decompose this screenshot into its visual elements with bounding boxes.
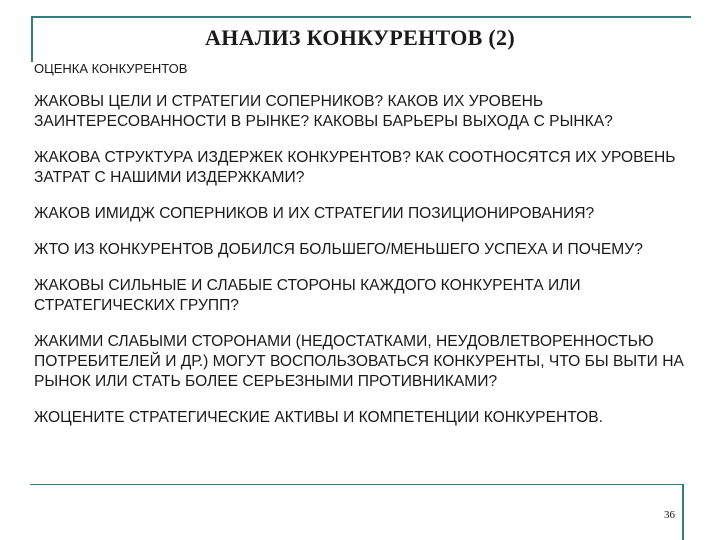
frame-right-line	[682, 484, 684, 540]
frame-top-line	[31, 16, 691, 18]
slide-subtitle: ОЦЕНКА КОНКУРЕНТОВ	[34, 61, 188, 76]
bullet-item-2: ЖАКОВА СТРУКТУРА ИЗДЕРЖЕК КОНКУРЕНТОВ? КАК СООТНОСЯТСЯ ИХ УРОВЕНЬ ЗАТРАТ С НАШИМИ ИЗДЕРЖКАМИ?	[34, 149, 676, 186]
page-number: 36	[664, 509, 675, 521]
slide-title: АНАЛИЗ КОНКУРЕНТОВ (2)	[205, 25, 515, 50]
bullet-item-5: ЖАКОВЫ СИЛЬНЫЕ И СЛАБЫЕ СТОРОНЫ КАЖДОГО КОНКУРЕНТА ИЛИ СТРАТЕГИЧЕСКИХ ГРУПП?	[34, 277, 581, 314]
bullet-item-3: ЖАКОВ ИМИДЖ СОПЕРНИКОВ И ИХ СТРАТЕГИИ ПОЗИЦИОНИРОВАНИЯ?	[34, 205, 595, 222]
bullet-item-7: ЖОЦЕНИТЕ СТРАТЕГИЧЕСКИЕ АКТИВЫ И КОМПЕТЕНЦИИ КОНКУРЕНТОВ.	[34, 409, 603, 426]
bullet-item-6: ЖАКИМИ СЛАБЫМИ СТОРОНАМИ (НЕДОСТАТКАМИ, НЕУДОВЛЕТВОРЕННОСТЬЮ ПОТРЕБИТЕЛЕЙ И ДР.) МОГУТ ВОСПОЛЬЗОВАТЬСЯ КОНКУРЕНТЫ, ЧТО БЫ ВЫТИ НА РЫНОК ИЛИ СТАТЬ БОЛЕЕ СЕРЬЕЗНЫМИ ПРОТИВНИКАМИ?	[34, 333, 684, 390]
bullet-item-4: ЖТО ИЗ КОНКУРЕНТОВ ДОБИЛСЯ БОЛЬШЕГО/МЕНЬШЕГО УСПЕХА И ПОЧЕМУ?	[34, 241, 643, 258]
bullet-item-1: ЖАКОВЫ ЦЕЛИ И СТРАТЕГИИ СОПЕРНИКОВ? КАКОВ ИХ УРОВЕНЬ ЗАИНТЕРЕСОВАННОСТИ В РЫНКЕ? КАКОВЫ БАРЬЕРЫ ВЫХОДА С РЫНКА?	[34, 93, 613, 130]
frame-bottom-line	[30, 484, 684, 485]
bullet-list	[34, 92, 684, 444]
